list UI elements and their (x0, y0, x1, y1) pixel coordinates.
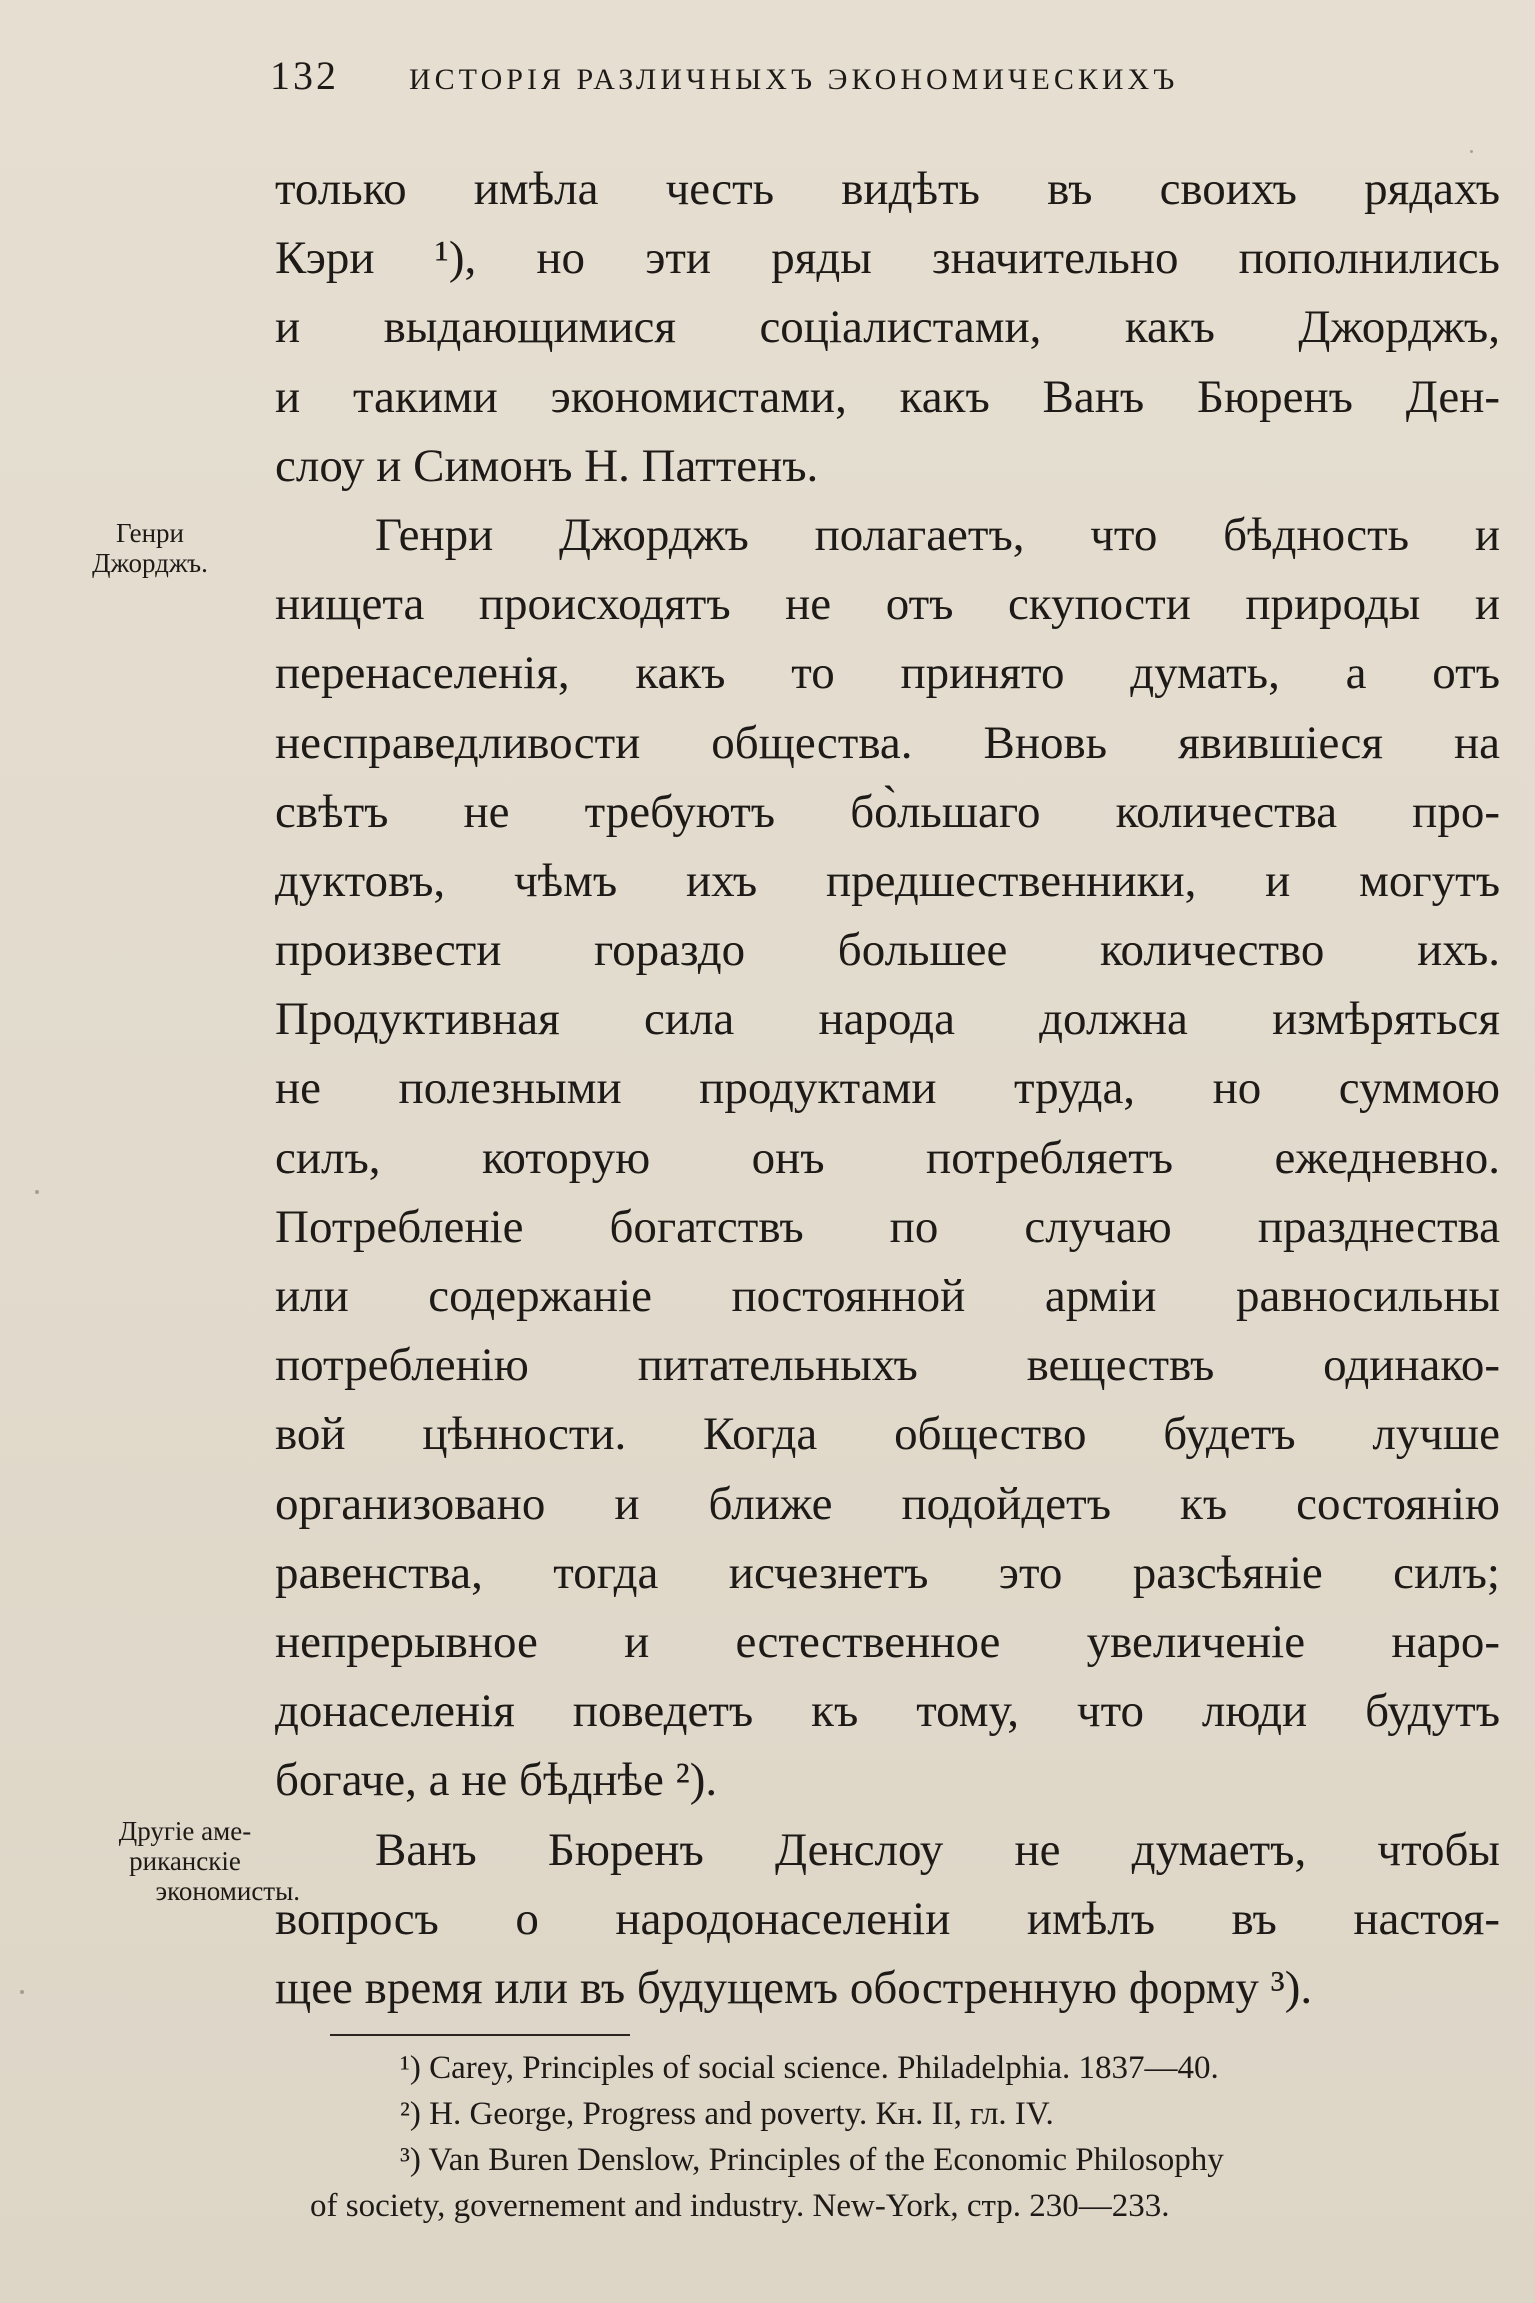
running-head (270, 52, 1370, 112)
text-line: Кэри ¹), но эти ряды значительно пополнились (275, 232, 1500, 285)
paper-speck (35, 1190, 39, 1194)
marginal-note-line: Джорджъ. (92, 548, 208, 578)
text-line: Потребленіе богатствъ по случаю празднества (275, 1200, 1500, 1253)
text-line: нищета происходятъ не отъ скупости природы и (275, 578, 1500, 631)
text-line: донаселенія поведетъ къ тому, что люди будутъ (275, 1685, 1500, 1738)
text-line: только имѣла честь видѣть въ своихъ рядахъ (275, 163, 1500, 215)
running-title: ИСТОРІЯ РАЗЛИЧНЫХЪ ЭКОНОМИЧЕСКИХЪ (409, 63, 1179, 96)
footnotes (310, 2045, 1520, 2229)
text-line: вопросъ о народонаселеніи имѣлъ въ настоя- (275, 1892, 1500, 1945)
text-line: произвести гораздо большее количество ихъ. (275, 924, 1500, 977)
text-line: или содержаніе постоянной арміи равносильны (275, 1270, 1500, 1322)
text-line: Продуктивная сила народа должна измѣряться (275, 993, 1500, 1046)
marginal-note-line: Генри (116, 518, 184, 548)
footnote: ¹) Carey, Principles of social science. Philadelphia. 1837—40. (400, 2050, 1219, 2086)
text-line: слоу и Симонъ Н. Паттенъ. (275, 439, 819, 492)
marginal-note-line: риканскіе (129, 1846, 241, 1876)
body-text (275, 155, 1500, 2023)
text-line: силъ, которую онъ потребляетъ ежедневно. (275, 1131, 1500, 1184)
text-line: потребленію питательныхъ веществъ одинако- (275, 1339, 1500, 1392)
marginal-note-george (40, 518, 260, 578)
marginal-note-line: Другіе аме- (118, 1816, 252, 1846)
paragraph-start-line: Генри Джорджъ полагаетъ, что бѣдность и (375, 508, 1500, 561)
text-line: богаче, а не бѣднѣе ²). (275, 1754, 718, 1807)
footnote: ³) Van Buren Denslow, Principles of the Economic Philosophy (400, 2142, 1224, 2178)
text-line: и выдающимися соціалистами, какъ Джорджъ, (275, 301, 1500, 354)
text-line: непрерывное и естественное увеличеніе наро- (275, 1615, 1500, 1668)
page-number: 132 (270, 53, 339, 98)
marginal-note-other-economists (60, 1816, 300, 1906)
marginal-note-line: экономисты. (155, 1876, 300, 1906)
paper-speck (1470, 150, 1473, 153)
text-line: щее время или въ будущемъ обостренную форму ³). (275, 1961, 1313, 2014)
text-line: несправедливости общества. Вновь явившіеся на (275, 716, 1500, 769)
text-line: дуктовъ, чѣмъ ихъ предшественники, и могутъ (275, 854, 1500, 907)
text-line: перенаселенія, какъ то принято думать, а отъ (275, 647, 1500, 700)
paragraph-start-line: Ванъ Бюренъ Денслоу не думаетъ, чтобы (375, 1823, 1500, 1876)
footnote: ²) H. George, Progress and poverty. Кн. II, гл. IV. (400, 2096, 1054, 2132)
footnote-continuation: of society, governement and industry. New-York, стр. 230—233. (310, 2188, 1170, 2224)
text-line: свѣтъ не требуютъ бо̀льшаго количества про- (275, 785, 1500, 838)
text-line: не полезными продуктами труда, но суммою (275, 1062, 1500, 1115)
paper-speck (20, 1990, 24, 1994)
footnote-divider (330, 2034, 630, 2036)
text-line: равенства, тогда исчезнетъ это разсѣяніе силъ; (275, 1546, 1500, 1599)
text-line: вой цѣнности. Когда общество будетъ лучше (275, 1408, 1500, 1461)
text-line: организовано и ближе подойдетъ къ состоянію (275, 1477, 1500, 1530)
text-line: и такими экономистами, какъ Ванъ Бюренъ Ден- (275, 370, 1500, 423)
